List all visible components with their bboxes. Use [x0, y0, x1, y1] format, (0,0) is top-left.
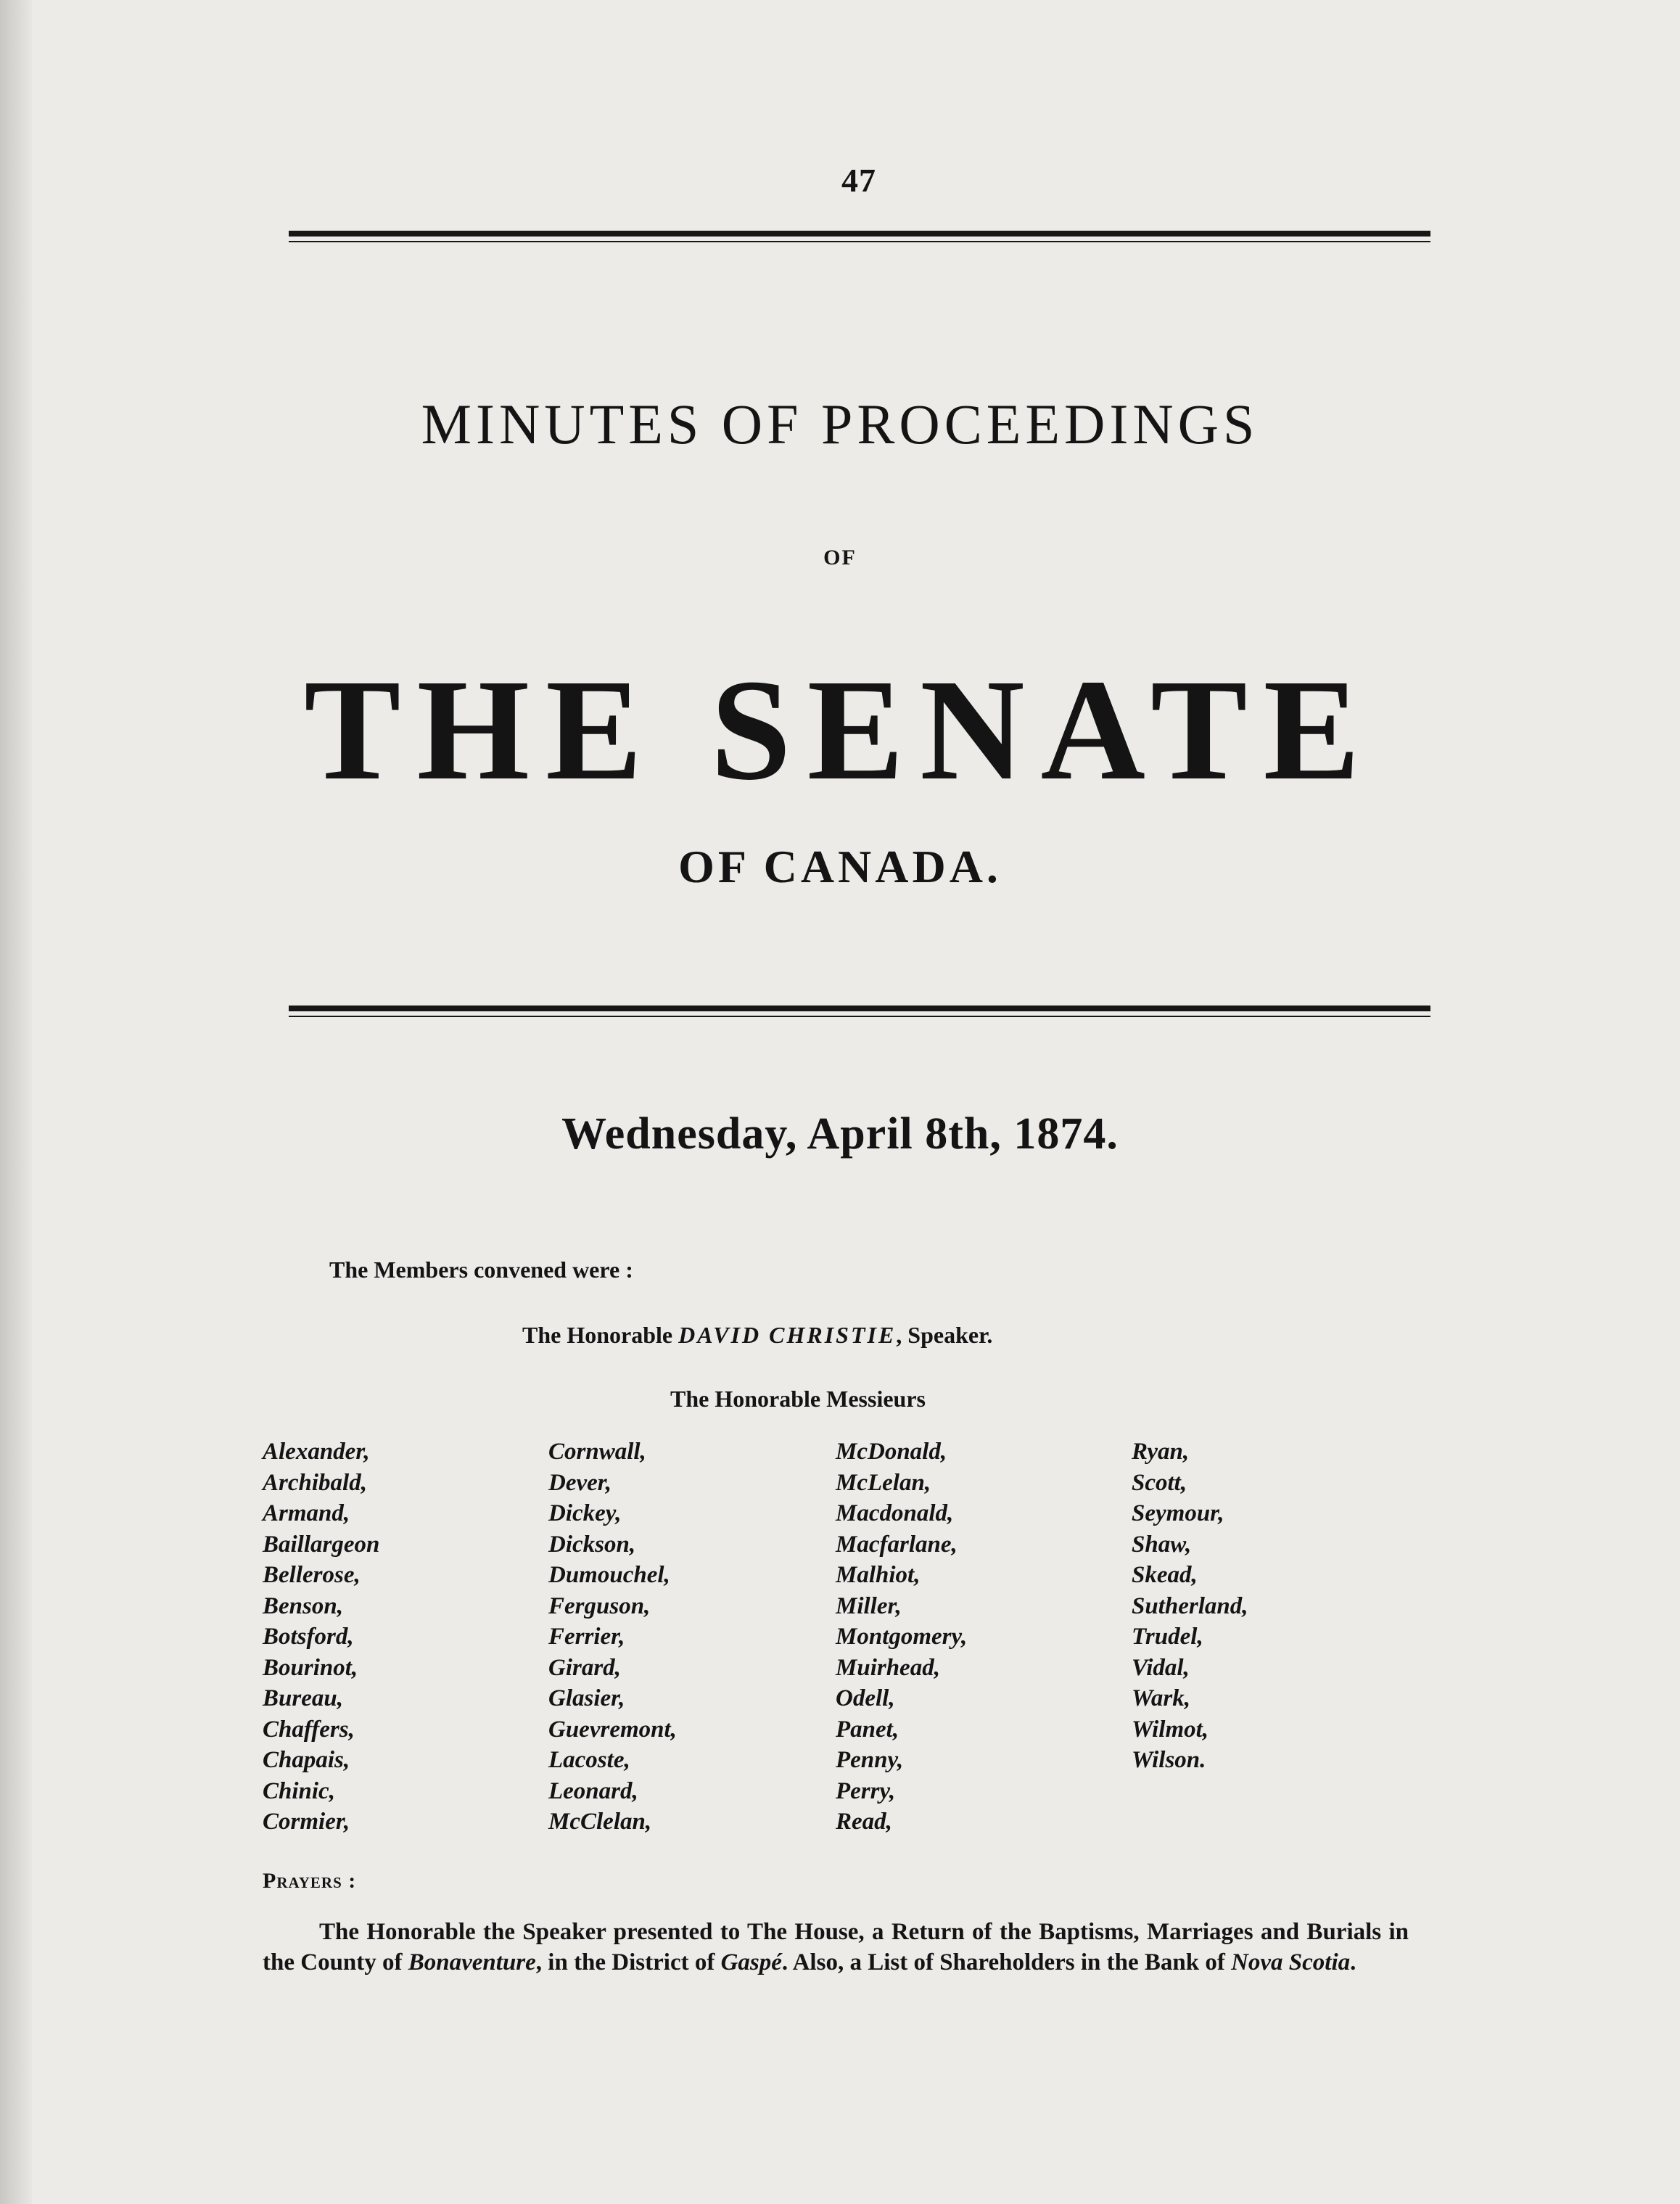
member-name: Cormier, — [263, 1809, 350, 1835]
member-name: Bourinot, — [263, 1654, 358, 1681]
member-name: Dumouchel, — [548, 1562, 670, 1588]
member-name: Leonard, — [548, 1777, 638, 1804]
paragraph-text-3: . Also, a List of Shareholders in the Bank of — [781, 1949, 1232, 1975]
member-name: Trudel, — [1132, 1624, 1203, 1650]
member-name: Malhiot, — [836, 1562, 921, 1588]
members-column-3 — [836, 1436, 967, 1838]
member-name: Girard, — [548, 1654, 621, 1681]
paragraph-text-2: , in the District of — [535, 1949, 721, 1975]
bottom-double-rule — [289, 1006, 1430, 1011]
member-name: Odell, — [836, 1685, 895, 1711]
member-name: Bureau, — [263, 1685, 343, 1711]
speaker-prefix: The Honorable — [522, 1322, 673, 1348]
member-name: Guevremont, — [548, 1716, 677, 1743]
member-name: Lacoste, — [548, 1747, 630, 1773]
speaker-line — [522, 1322, 992, 1349]
member-name: Dickey, — [548, 1500, 622, 1526]
top-double-rule — [289, 231, 1430, 237]
member-name: Benson, — [263, 1592, 343, 1619]
title-minutes-of-proceedings: MINUTES OF PROCEEDINGS — [421, 392, 1259, 456]
messieurs-heading: The Honorable Messieurs — [670, 1386, 926, 1412]
speaker-presented-paragraph — [263, 1917, 1409, 1978]
member-name: Macfarlane, — [836, 1531, 958, 1558]
member-name: Macdonald, — [836, 1500, 954, 1526]
members-intro: The Members convened were : — [329, 1257, 633, 1283]
member-name: Perry, — [836, 1777, 896, 1804]
member-name: Armand, — [263, 1500, 350, 1526]
member-name: Shaw, — [1132, 1531, 1192, 1558]
member-name: Bellerose, — [263, 1562, 361, 1588]
bank-name: Nova Scotia — [1231, 1949, 1351, 1975]
members-column-1 — [263, 1436, 379, 1838]
member-name: Panet, — [836, 1716, 899, 1743]
title-of-canada: OF CANADA. — [678, 841, 1002, 892]
member-name: Chinic, — [263, 1777, 335, 1804]
member-name: Glasier, — [548, 1685, 625, 1711]
member-name: Dickson, — [548, 1531, 636, 1558]
member-name: Penny, — [836, 1747, 904, 1773]
member-name: McLelan, — [836, 1469, 931, 1496]
member-name: Miller, — [836, 1592, 902, 1619]
member-name: Sutherland, — [1132, 1592, 1248, 1619]
paragraph-text-1: The Honorable the Speaker presented to The House, a Return of the Baptisms, Marriages and Burials in the County of — [263, 1919, 1409, 1975]
member-name: Ferguson, — [548, 1592, 651, 1619]
member-name: Botsford, — [263, 1624, 354, 1650]
title-of: OF — [823, 546, 857, 569]
member-name: Wilmot, — [1132, 1716, 1209, 1743]
member-name: Baillargeon — [263, 1531, 380, 1558]
member-name: McClelan, — [548, 1809, 652, 1835]
member-name: Muirhead, — [836, 1654, 940, 1681]
title-the-senate: THE SENATE — [304, 650, 1376, 810]
paragraph-text-4: . — [1350, 1949, 1356, 1975]
member-name: Wark, — [1132, 1685, 1190, 1711]
member-name: Dever, — [548, 1469, 612, 1496]
member-name: Scott, — [1132, 1469, 1187, 1496]
member-name: Skead, — [1132, 1562, 1198, 1588]
page-number: 47 — [841, 162, 876, 199]
member-name: Ryan, — [1132, 1439, 1190, 1465]
speaker-suffix: , Speaker. — [896, 1322, 993, 1348]
member-name: Chaffers, — [263, 1716, 355, 1743]
member-name: Cornwall, — [548, 1439, 646, 1465]
session-date: Wednesday, April 8th, 1874. — [561, 1109, 1119, 1159]
member-name: Archibald, — [263, 1469, 367, 1496]
member-name: Chapais, — [263, 1747, 350, 1773]
member-name: Montgomery, — [836, 1624, 968, 1650]
member-name: Seymour, — [1132, 1500, 1224, 1526]
member-name: Wilson. — [1132, 1747, 1206, 1773]
member-name: Read, — [836, 1809, 892, 1835]
member-name: Alexander, — [263, 1439, 370, 1465]
member-name: Ferrier, — [548, 1624, 625, 1650]
members-column-2 — [548, 1436, 677, 1838]
county-name: Bonaventure — [408, 1949, 536, 1975]
member-name: McDonald, — [836, 1439, 947, 1465]
district-name: Gaspé — [720, 1949, 782, 1975]
speaker-name: DAVID CHRISTIE — [678, 1322, 897, 1348]
members-column-4 — [1132, 1436, 1248, 1776]
book-spine-shadow — [0, 0, 32, 2204]
member-name: Vidal, — [1132, 1654, 1190, 1681]
prayers-label: Prayers : — [263, 1869, 357, 1893]
